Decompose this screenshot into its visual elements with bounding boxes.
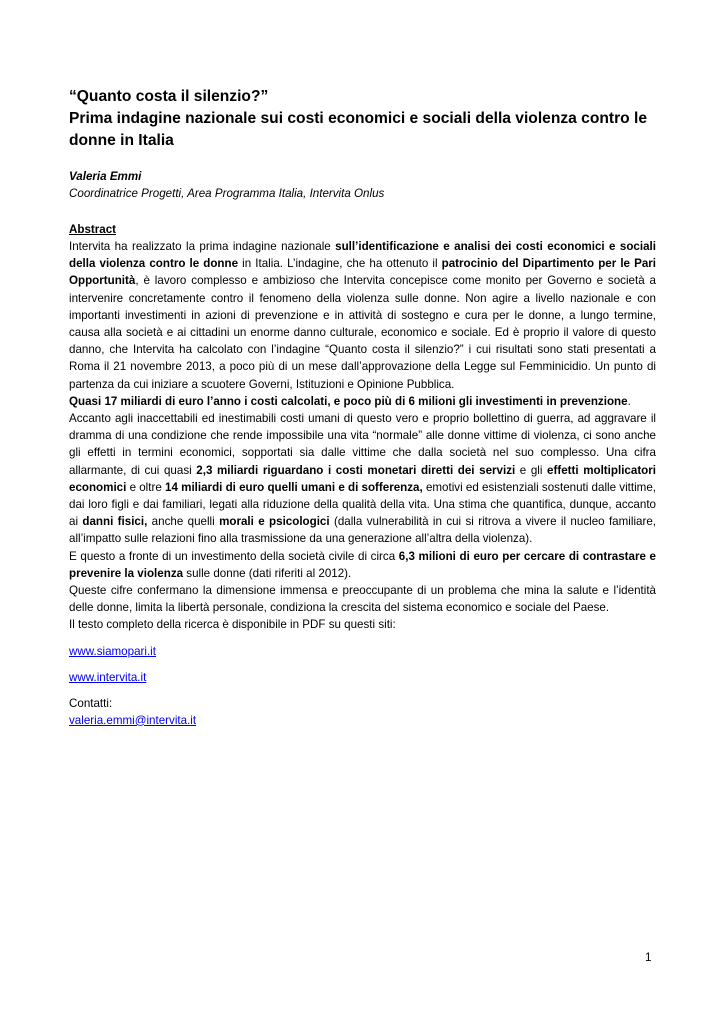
p1-bold-1: sull’identificazione e analisi dei costi economici e sociali della violenza contro le donne [69, 240, 656, 271]
p2-bold-7: 6,3 milioni di euro per cercare di contrastare e prevenire la violenza [69, 549, 657, 580]
abstract-paragraph-3: Queste cifre confermano la dimensione immensa e preoccupante di un problema che mina la salute e l’identità delle donne, limita la libertà personale, condiziona la crescita del sistema economico e sociale del Paese. [69, 584, 656, 615]
link-row-1 [69, 643, 656, 660]
intervita-link[interactable]: www.intervita.it [69, 670, 147, 684]
abstract-heading: Abstract [69, 223, 117, 236]
title-line-1: “Quanto costa il silenzio?” [69, 88, 269, 105]
p2-bold-3: effetti moltiplicatori economici [69, 463, 656, 494]
p2-bold-headline: Quasi 17 miliardi di euro l’anno i costi calcolati, e poco più di 6 milioni gli investimenti in prevenzione [69, 394, 628, 408]
p2-bold-2: 2,3 miliardi riguardano i costi monetari diretti dei servizi [196, 463, 516, 477]
email-link[interactable]: valeria.emmi@intervita.it [69, 713, 197, 727]
p1-text-2: in Italia. L’indagine, che ha ottenuto il [238, 257, 442, 271]
title-line-2: Prima indagine nazionale sui costi economici e sociali della violenza contro le donne in Italia [69, 110, 648, 149]
p2-text-6: anche quelli [147, 515, 220, 529]
p2-bold-5: danni fisici, [82, 515, 148, 529]
page-content [69, 86, 656, 729]
abstract-paragraph-2 [69, 393, 656, 582]
p2-text-2: Accanto agli inaccettabili ed inestimabili costi umani di questo vero e proprio bollettino di guerra, ad aggravare il dramma di una condizione che rende impossibile una vita “normale” alle donne vittime di violenza, ci sono anche gli effetti in termini economici, sopportati sia dalle vittime che dalla società nel suo complesso. Una cifra allarmante, di cui quasi [69, 412, 656, 477]
pdf-availability-note: Il testo completo della ricerca è disponibile in PDF su questi siti: [69, 618, 396, 632]
p2-text-1: . [627, 394, 631, 408]
abstract-paragraph-1 [69, 238, 656, 393]
p2-text-5: emotivi ed esistenziali sostenuti dalle vittime, dai loro figli e dai familiari, legati alla riduzione della qualità della vita. Una stima che quantifica, dunque, accanto ai [69, 480, 656, 529]
p2-bold-4: 14 miliardi di euro quelli umani e di sofferenza, [165, 480, 423, 494]
p2-text-9: sulle donne (dati riferiti al 2012). [183, 566, 352, 580]
p2-text-4: e oltre [126, 480, 166, 494]
author-role: Coordinatrice Progetti, Area Programma Italia, Intervita Onlus [69, 187, 385, 200]
page-number: 1 [645, 951, 652, 964]
document-title [69, 86, 656, 152]
author-block [69, 168, 656, 202]
email-row [69, 712, 656, 729]
link-row-2 [69, 669, 656, 686]
p2-text-3: e gli [515, 463, 548, 477]
author-name: Valeria Emmi [69, 170, 142, 183]
p2-text-8: E questo a fronte di un investimento della società civile di circa [69, 549, 399, 563]
p1-text-3: , è lavoro complesso e ambizioso che Intervita concepisce come monito per Governo e società a intervenire concretamente contro il fenomeno della violenza sulle donne. Non agire a livello nazionale e con importanti investimenti in azioni di prevenzione e in attività di sostegno e cura per le donne, a lungo termine, causa alla società e ai cittadini un enorme danno culturale, economico e sociale. Ed è proprio il valore di questo danno, che Intervita ha calcolato con l’indagine “Quanto costa il silenzio?” i cui risultati sono stati presentati a Roma il 21 novembre 2013, a poco più di un mese dall’approvazione della Legge sul Femminicidio. Un punto di partenza da cui iniziare a scuotere Governi, Istituzioni e Opinione Pubblica. [69, 274, 656, 391]
p2-text-7: (dalla vulnerabilità in cui si ritrova a vivere il nucleo familiare, all’impatto sulle relazioni fino alla trasmissione da una generazione all’altra della violenza). [69, 515, 656, 546]
siamopari-link[interactable]: www.siamopari.it [69, 644, 156, 658]
contacts-label: Contatti: [69, 696, 113, 710]
p1-text-1: Intervita ha realizzato la prima indagine nazionale [69, 240, 336, 253]
p2-bold-6: morali e psicologici [219, 515, 330, 529]
p1-bold-2: patrocinio del Dipartimento per le Pari Opportunità [69, 257, 656, 288]
